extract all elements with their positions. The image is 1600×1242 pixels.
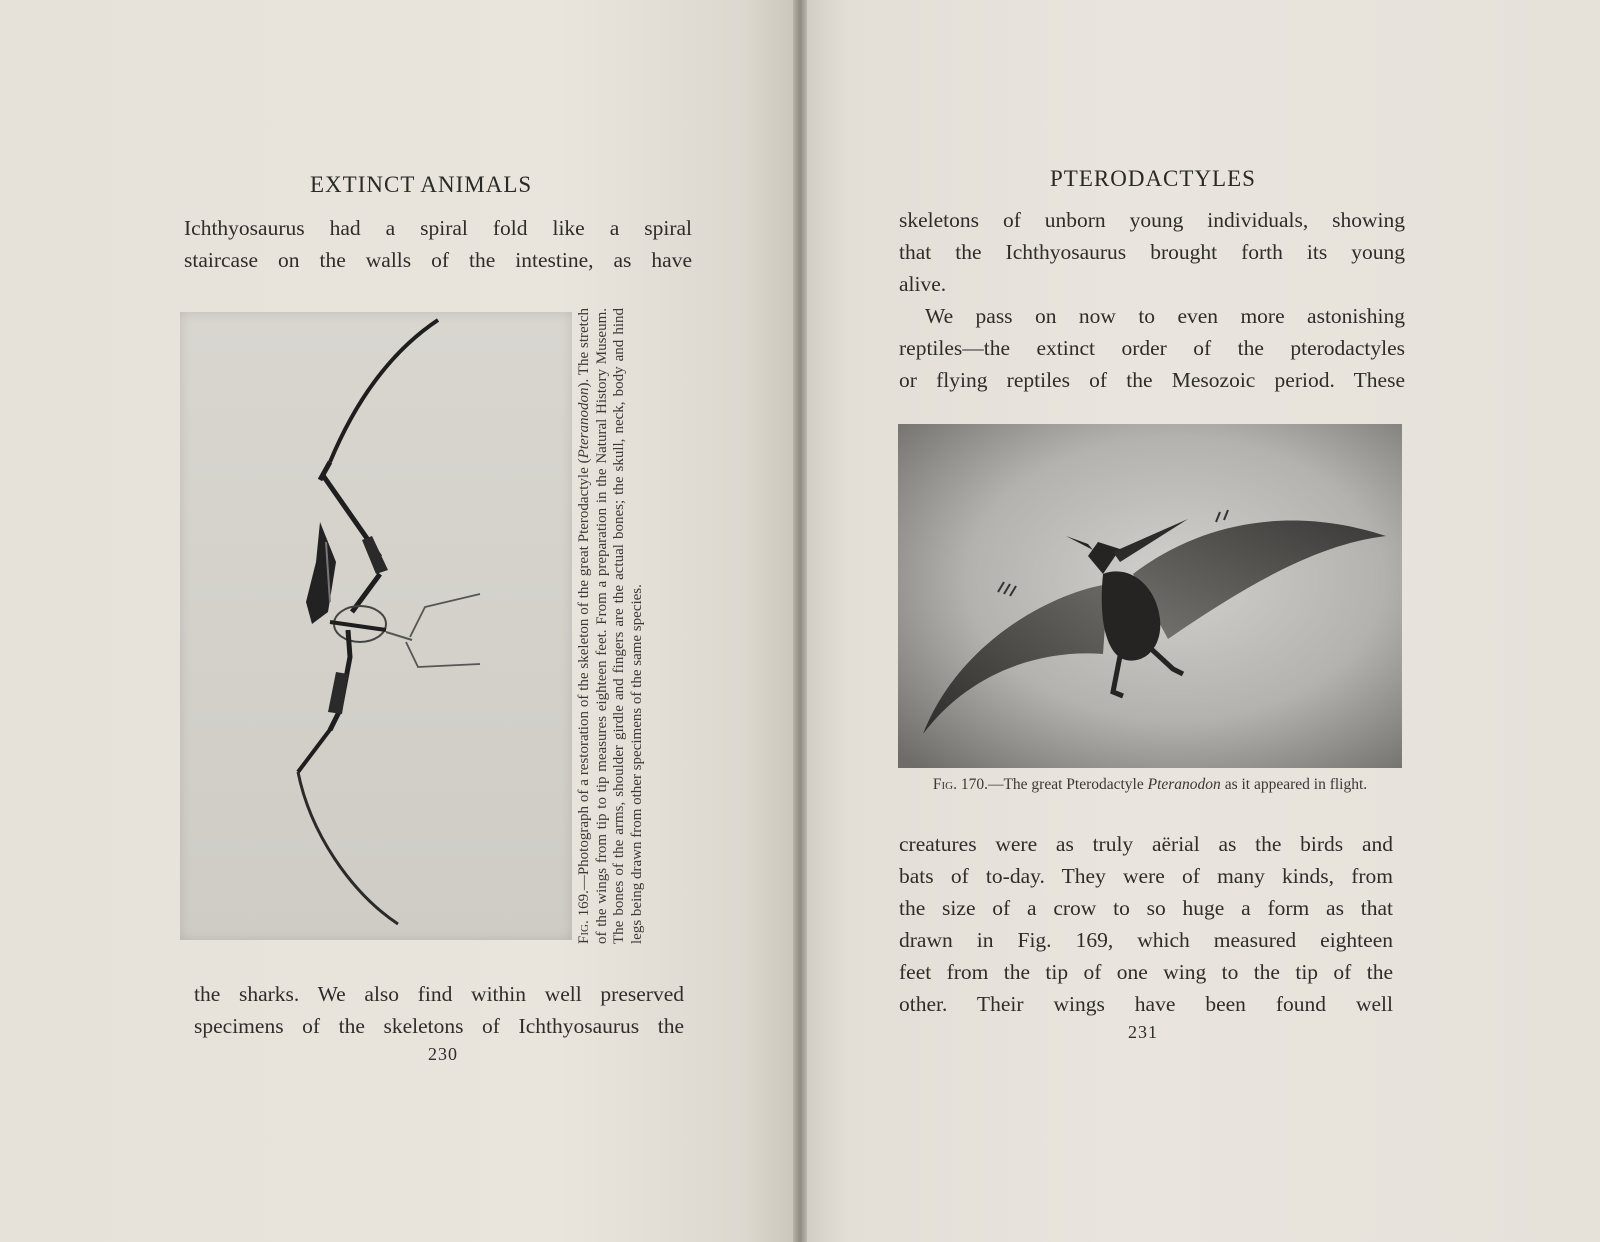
text-line: drawn in Fig. 169, which measured eighteen (899, 928, 1393, 952)
text-line: the size of a crow to so huge a form as that (899, 896, 1393, 920)
figure-169-skeleton-photo (180, 312, 572, 940)
pteranodon-flight-illustration (898, 424, 1402, 768)
left-running-head: EXTINCT ANIMALS (310, 172, 533, 197)
text-line: reptiles—the extinct order of the pterodactyles (899, 336, 1405, 360)
text-line: Ichthyosaurus had a spiral fold like a spiral (184, 216, 692, 240)
right-text-bottom (899, 828, 1393, 1020)
figure-170-caption (905, 776, 1395, 794)
text-line: bats of to-day. They were of many kinds, from (899, 864, 1393, 888)
text-line: We pass on now to even more astonishing (925, 304, 1405, 328)
figure-170-label: Fig. 170. (932, 776, 988, 793)
figure-170-caption-italic: Pteranodon (1147, 776, 1221, 793)
figure-170-pteranodon-in-flight (898, 424, 1402, 768)
figure-169-caption-wrap (576, 308, 686, 944)
text-line: skeletons of unborn young individuals, showing (899, 208, 1405, 232)
text-line: creatures were as truly aërial as the birds and (899, 832, 1393, 856)
figure-169-caption-italic: Pteranodon (576, 387, 592, 459)
figure-169-caption (576, 308, 686, 944)
left-text-bottom (194, 978, 684, 1042)
text-line: other. Their wings have been found well (899, 992, 1393, 1016)
text-line: specimens of the skeletons of Ichthyosaurus the (194, 1014, 684, 1038)
figure-170-caption-text: —The great Pterodactyle (987, 776, 1148, 793)
text-line: the sharks. We also find within well preserved (194, 982, 684, 1006)
figure-169-label: Fig. 169. (576, 890, 592, 944)
pteranodon-skeleton-illustration (180, 312, 572, 940)
text-line: that the Ichthyosaurus brought forth its young (899, 240, 1405, 264)
text-line: staircase on the walls of the intestine, as have (184, 248, 692, 272)
book-gutter (793, 0, 807, 1242)
right-page-number: 231 (1128, 1022, 1158, 1042)
text-line: feet from the tip of one wing to the tip of the (899, 960, 1393, 984)
text-line: or flying reptiles of the Mesozoic period. These (899, 368, 1405, 392)
text-line: alive. (899, 272, 947, 296)
figure-169-caption-text-2: ). The stretch of the wings from tip to tip measures eighteen feet. From a preparation in the Natural History Museum. The bones of the arms, shoulder girdle and fingers are the actual bones; the skull, neck, body and hind legs being drawn from other specimens of the same species. (576, 308, 645, 944)
right-running-head: PTERODACTYLES (1050, 166, 1256, 191)
left-page-number: 230 (428, 1044, 458, 1064)
figure-169-caption-text: —Photograph of a restoration of the skeleton of the great Pterodactyle ( (576, 458, 592, 891)
left-text-top (184, 212, 692, 276)
figure-170-caption-text-2: as it appeared in flight. (1220, 776, 1368, 793)
right-text-top (899, 204, 1405, 396)
